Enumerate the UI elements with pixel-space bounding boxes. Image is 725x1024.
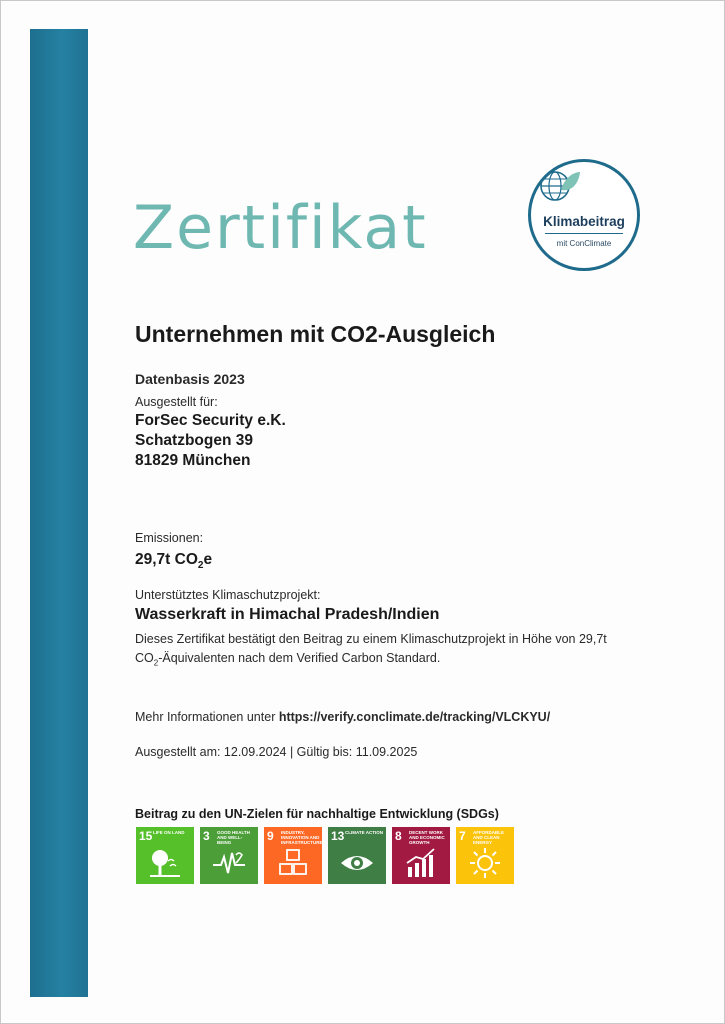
sdg-tile-15 xyxy=(136,827,194,884)
emissions-label: Emissionen: xyxy=(135,531,204,545)
sdg-caption: INDUSTRY, INNOVATION AND INFRASTRUCTURE xyxy=(281,830,323,845)
sdg-tile-8 xyxy=(392,827,450,884)
sdg-caption: CLIMATE ACTION xyxy=(345,830,383,835)
sdg-tile-7 xyxy=(456,827,514,884)
globe-leaf-icon xyxy=(531,166,581,210)
issued-for-label: Ausgestellt für: xyxy=(135,395,218,409)
badge-subtitle: mit ConClimate xyxy=(556,239,612,248)
sdg-number: 3 xyxy=(203,829,210,843)
sdg-number: 15 xyxy=(139,829,153,843)
data-basis: Datenbasis 2023 xyxy=(135,371,245,387)
heartbeat-icon xyxy=(212,847,246,879)
sdg-number: 8 xyxy=(395,829,402,843)
sun-icon xyxy=(468,847,502,879)
klimabeitrag-badge xyxy=(528,159,640,271)
badge-brand: Klimabeitrag xyxy=(543,214,625,229)
page-title: Zertifikat xyxy=(133,193,428,263)
project-label: Unterstütztes Klimaschutzprojekt: xyxy=(135,588,321,602)
growth-chart-icon xyxy=(404,847,438,879)
sdg-tiles xyxy=(136,827,514,884)
sdg-caption: AFFORDABLE AND CLEAN ENERGY xyxy=(473,830,504,845)
sdg-number: 13 xyxy=(331,829,345,843)
project-description: Dieses Zertifikat bestätigt den Beitrag zu einem Klimaschutzprojekt in Höhe von 29,7t $CO_2$-Äquivalenten nach dem Verified Carbon Standard. xyxy=(135,632,607,668)
validity-dates: Ausgestellt am: 12.09.2024 | Gültig bis: 11.09.2025 xyxy=(135,745,418,759)
project-name: Wasserkraft in Himachal Pradesh/Indien xyxy=(135,606,440,623)
sdg-number: 7 xyxy=(459,829,466,843)
recipient-city: 81829 München xyxy=(135,452,251,469)
sidebar-bar xyxy=(30,29,88,997)
sdg-tile-3 xyxy=(200,827,258,884)
sdg-caption: GOOD HEALTH AND WELL-BEING xyxy=(217,830,250,845)
badge-divider xyxy=(545,233,623,234)
more-info: Mehr Informationen unter https://verify.conclimate.de/tracking/VLCKYU/ xyxy=(135,710,551,724)
sdg-caption: DECENT WORK AND ECONOMIC GROWTH xyxy=(409,830,445,845)
eye-globe-icon xyxy=(340,847,374,879)
verify-link[interactable]: https://verify.conclimate.de/tracking/VLCKYU/ xyxy=(278,710,551,724)
tree-icon xyxy=(148,847,182,879)
cubes-icon xyxy=(276,847,310,879)
sdg-tile-13 xyxy=(328,827,386,884)
recipient-street: Schatzbogen 39 xyxy=(135,432,253,449)
emissions-value: 29,7t $CO_2e$ xyxy=(135,551,213,572)
sdg-heading: Beitrag zu den UN-Zielen für nachhaltige Entwicklung (SDGs) xyxy=(135,807,499,821)
recipient-name: ForSec Security e.K. xyxy=(135,412,286,429)
headline: Unternehmen mit CO2-Ausgleich xyxy=(135,321,496,347)
sdg-caption: LIFE ON LAND xyxy=(153,830,185,835)
sdg-tile-9 xyxy=(264,827,322,884)
sdg-number: 9 xyxy=(267,829,274,843)
